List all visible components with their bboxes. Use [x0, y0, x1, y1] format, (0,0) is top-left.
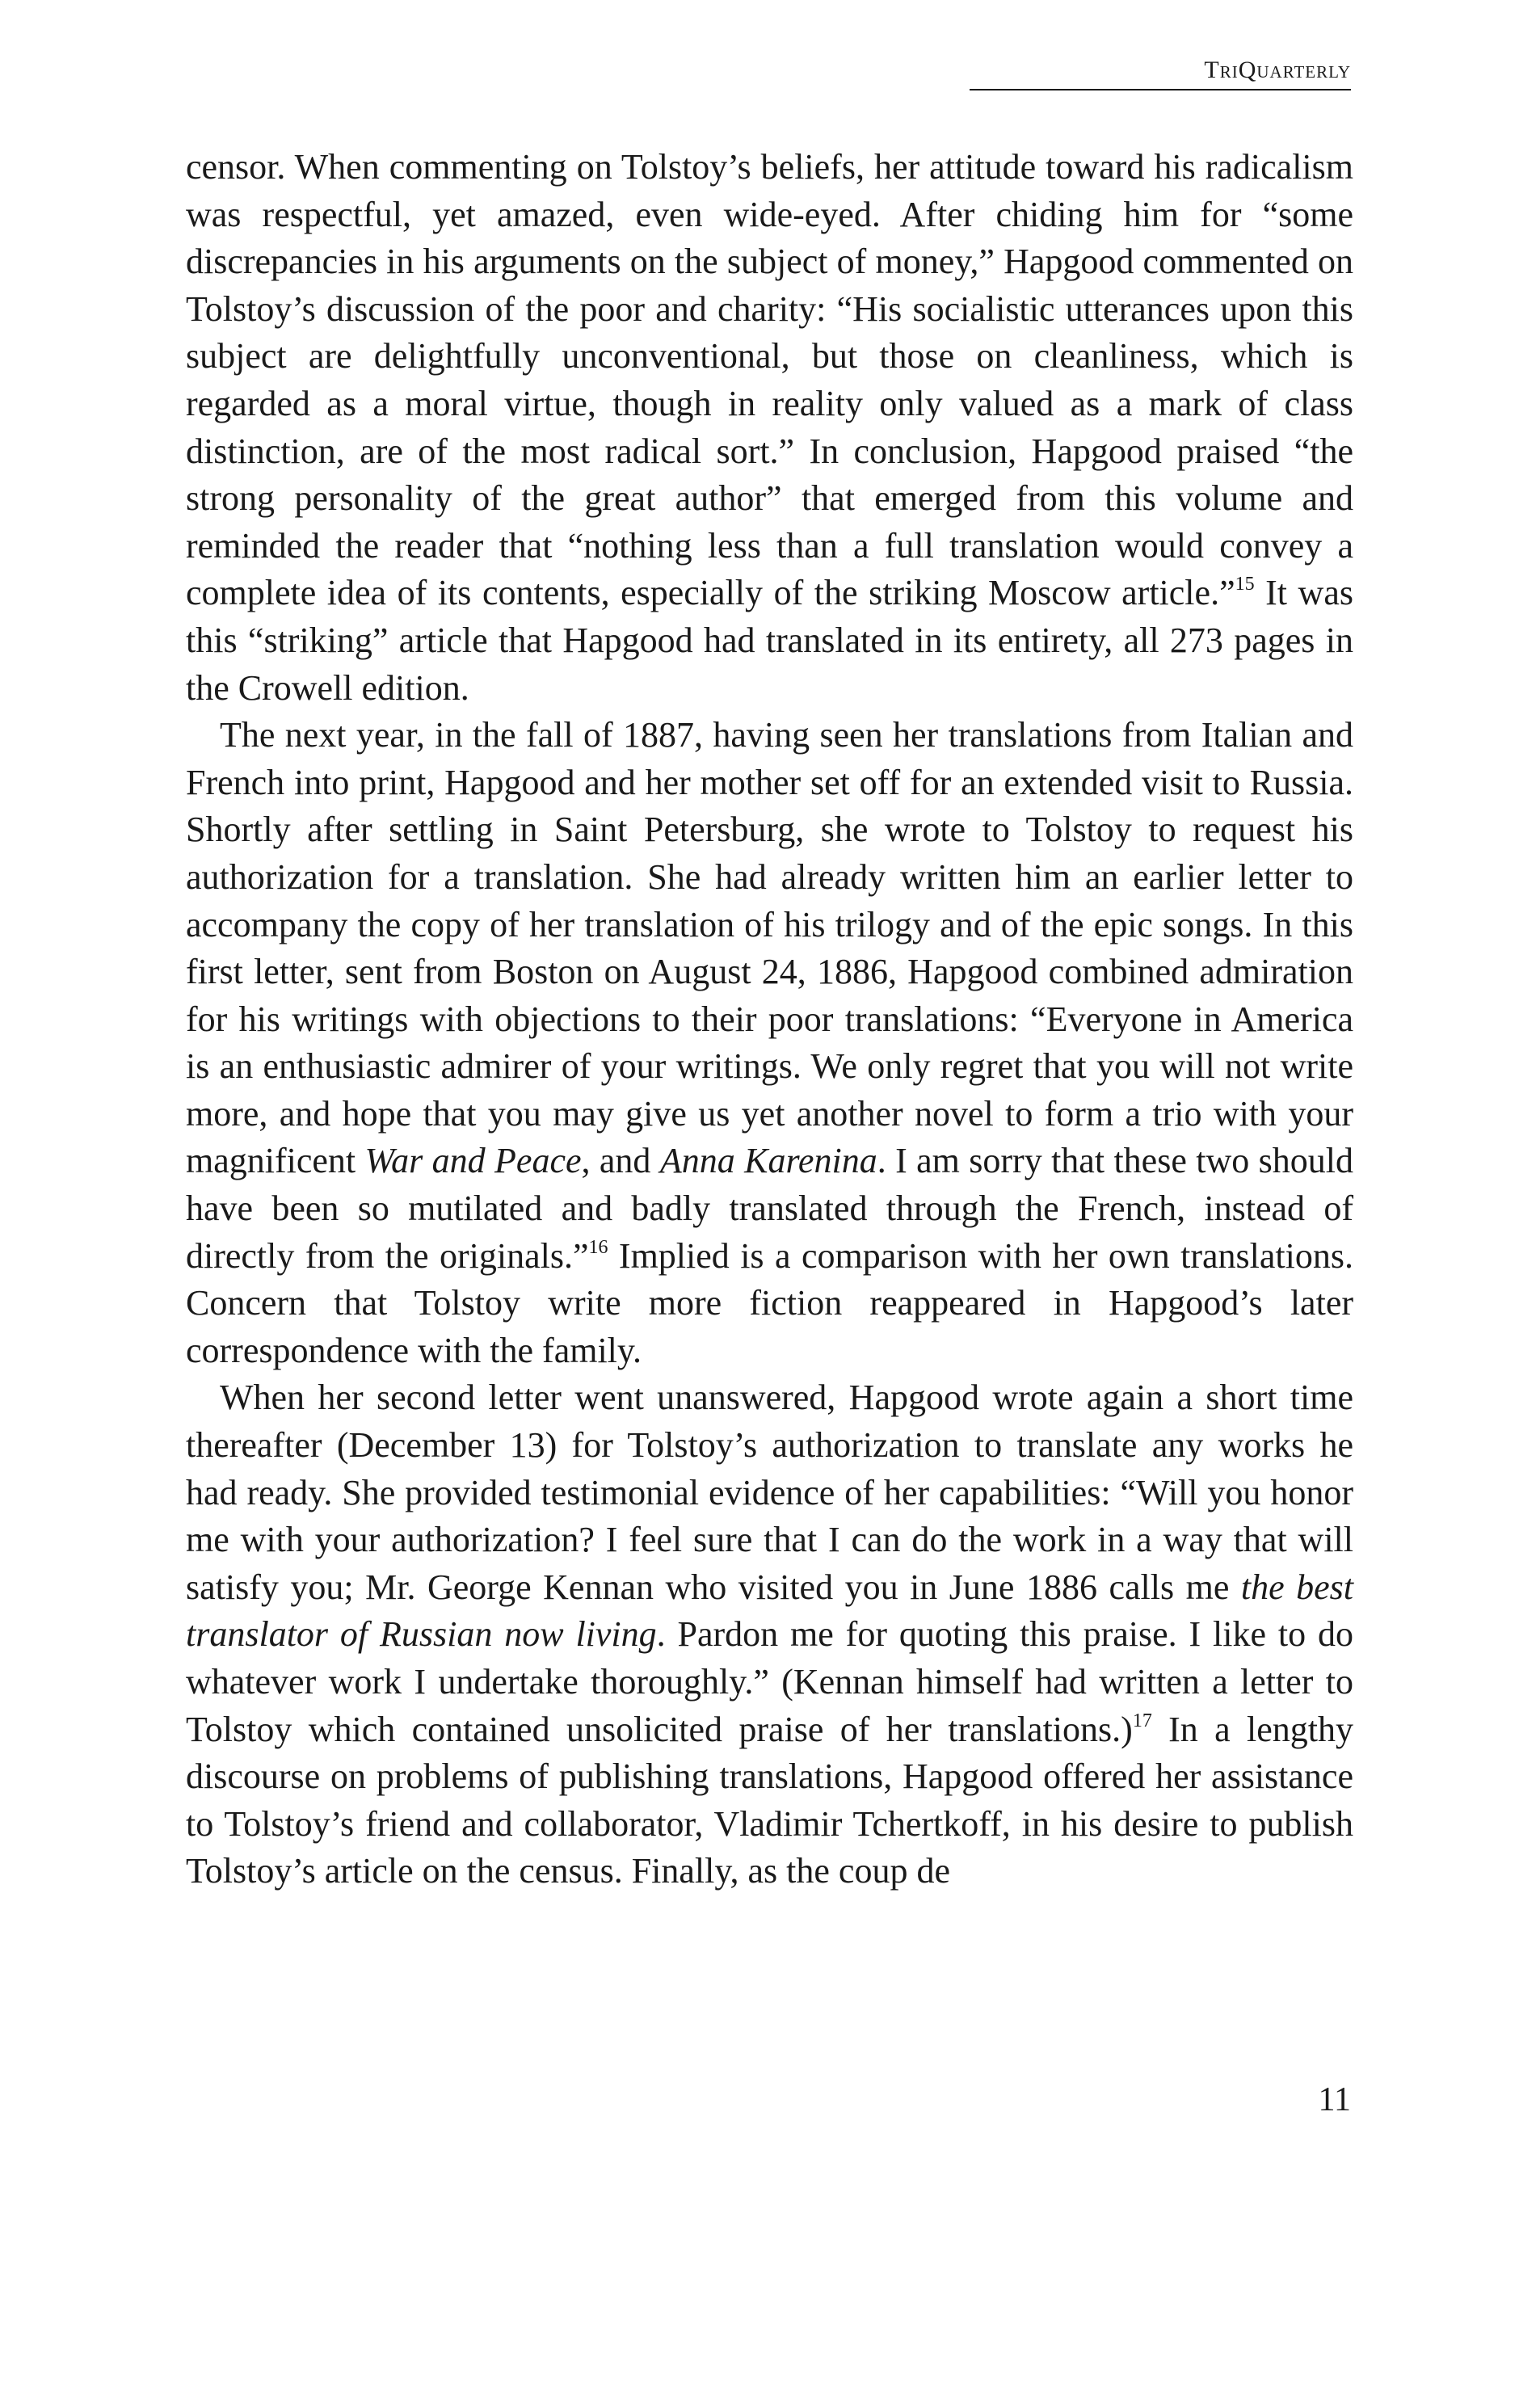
paragraph-3-text-a: When her second letter went unanswered, Hapgood wrote again a short time thereafter (December 13) for Tolstoy’s authorization to translate any works he had ready. She provided testimonial evidence of her capabilities: “Will you honor me with your authorization? I feel sure that I can do the work in a way that will satisfy you; Mr. George Kennan who visited you in June 1886 calls me	[186, 1378, 1353, 1607]
running-head: TriQuarterly	[970, 57, 1351, 90]
paragraph-3-text-b: . Pardon me for quoting this praise. I like to do whatever work I undertake thoroughly.” (Kennan himself had written a letter to Tolstoy which contained unsolicited praise of her translations.)	[186, 1614, 1353, 1749]
paragraph-2-text-d: Implied is a comparison with her own translations. Concern that Tolstoy write more fiction reappeared in Hapgood’s later correspondence with the family.	[186, 1235, 1353, 1370]
body-text	[186, 144, 1353, 1895]
paragraph-3-text-c: In a lengthy discourse on problems of publishing translations, Hapgood offered her assistance to Tolstoy’s friend and collaborator, Vladimir Tchertkoff, in his desire to publish Tolstoy’s article on the census. Finally, as the coup de	[186, 1709, 1353, 1891]
paragraph-1	[186, 144, 1353, 712]
paragraph-2-text-a: The next year, in the fall of 1887, having seen her translations from Italian and French into print, Hapgood and her mother set off for an extended visit to Russia. Shortly after settling in Saint Petersburg, she wrote to Tolstoy to request his authorization for a translation. She had already written him an earlier letter to accompany the copy of her translation of his trilogy and of the epic songs. In this first letter, sent from Boston on August 24, 1886, Hapgood combined admiration for his writings with objections to their poor translations: “Everyone in America is an enthusiastic admirer of your writings. We only regret that you will not write more, and hope that you may give us yet another novel to form a trio with your magnificent	[186, 715, 1353, 1181]
footnote-ref-17: 17	[1132, 1710, 1152, 1731]
emphasized-quote: the best translator of Russian now living	[186, 1567, 1353, 1655]
paragraph-2-text-b: , and	[581, 1141, 660, 1181]
paragraph-2	[186, 712, 1353, 1374]
paragraph-1-text-a: censor. When commenting on Tolstoy’s beliefs, her attitude toward his radicalism was respectful, yet amazed, even wide-eyed. After chiding him for “some discrepancies in his arguments on the subject of money,” Hapgood commented on Tolstoy’s discussion of the poor and charity: “His socialistic utterances upon this subject are delightfully unconventional, but those on cleanliness, which is regarded as a moral virtue, though in reality only valued as a mark of class distinction, are of the most radical sort.” In conclusion, Hapgood praised “the strong personality of the great author” that emerged from this volume and reminded the reader that “nothing less than a full translation would convey a complete idea of its contents, especially of the striking Moscow article.”	[186, 147, 1353, 613]
paragraph-3	[186, 1374, 1353, 1895]
footnote-ref-15: 15	[1235, 574, 1255, 595]
paragraph-1-text-b: It was this “striking” article that Hapgood had translated in its entirety, all 273 pages in the Crowell edition.	[186, 573, 1353, 708]
book-title-anna-karenina: Anna Karenina	[659, 1141, 877, 1181]
book-title-war-and-peace: War and Peace	[364, 1141, 582, 1181]
page-number: 11	[1318, 2081, 1351, 2118]
paragraph-2-text-c: . I am sorry that these two should have been so mutilated and badly translated through the French, instead of directly from the originals.”	[186, 1141, 1353, 1276]
footnote-ref-16: 16	[588, 1236, 608, 1258]
